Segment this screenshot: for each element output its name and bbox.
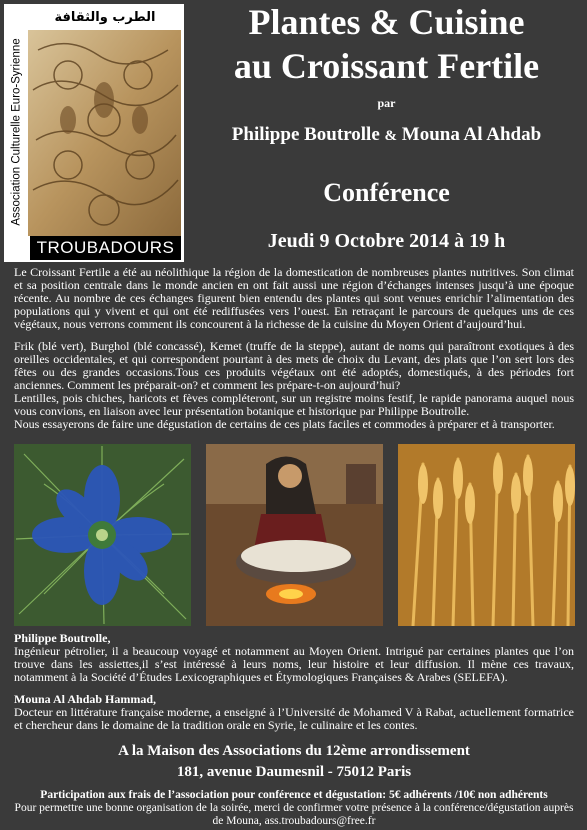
event-date: Jeudi 9 Octobre 2014 à 19 h [267, 230, 506, 252]
wheat-field-photo [398, 444, 575, 626]
author-1: Philippe Boutrolle [231, 124, 380, 145]
bio-alahdab [14, 693, 574, 732]
troubadours-logo [4, 4, 184, 262]
author-2: Mouna Al Ahdab [401, 124, 542, 145]
logo-arabic-text: الطرب والثقافة [54, 10, 156, 25]
intro-paragraphs [14, 340, 574, 431]
intro-paragraph-2: Frik (blé vert), Burghol (blé concassé), Kemet (truffe de la steppe), autant de noms qui paraîtront exotiques à des oreilles occidentales, et qui correspondent pourtant à des mets de choix du Levant, des plats que l’on sert lors des fêtes ou des grandes occasions.Tous ces produits végétaux ont été adoptés, domestiqués, à des périodes fort anciennes. Comment les préparait-on? et comment les prépare-t-on aujourd’hui? [14, 339, 574, 392]
logo-vertical-text-wrap [6, 32, 28, 232]
authors-ampersand: & [384, 128, 398, 144]
intro-paragraph-3: Lentilles, pois chiches, haricots et fèves compléteront, sur un registre moins festif, le rapide panorama auquel nous vous convions, en liaison avec leur présentation botanique et historique par Philippe Boutrolle. [14, 391, 574, 418]
title-line-1: Plantes & Cuisine [248, 2, 525, 42]
ivory-carving-image [28, 30, 181, 236]
intro-paragraph-4: Nous essayerons de faire une dégustation de certains de ces plats faciles et commodes à préparer et à transporter. [14, 417, 555, 431]
bread-baking-photo [206, 444, 383, 626]
par-text: par [377, 96, 396, 110]
venue-line-2: 181, avenue Daumesnil - 75012 Paris [176, 764, 412, 780]
title-line-2: au Croissant Fertile [233, 46, 540, 86]
intro-paragraph-1: Le Croissant Fertile a été au néolithique la région de la domestication de nombreuses plantes nutritives. Son climat et sa position centrale dans le monde ancien en ont fait aussi une région d’échanges intenses jusqu’à une époque récente. Au nombre de ces échanges figurent bien entendu des plantes qui sont venues enrichir l’alimentation des populations qui y vivent et qui ont été rediffusées vers l’ouest. En retraçant le parcours de quelques uns de ces végétaux, nous verrons comment ils concourent à la richesse de la cuisine du Moyen Orient d’aujourd’hui. [14, 265, 574, 331]
conference-heading: Conférence [323, 178, 450, 207]
bio-boutrolle-name: Philippe Boutrolle, [14, 631, 111, 645]
authors-line [190, 124, 583, 146]
bio-boutrolle [14, 632, 574, 684]
bio-alahdab-name: Mouna Al Ahdab Hammad, [14, 692, 157, 706]
bio-alahdab-text: Docteur en littérature française moderne, a enseigné à l’Université de Mohamed V à Rabat, actuellement formatrice et chercheur dans le domaine de la tradition orale en Syrie, le culinaire et les contes. [14, 705, 574, 732]
participation-fees: Participation aux frais de l’association pour conférence et dégustation: 5€ adhérents /10€ non adhérents [40, 789, 548, 801]
bio-boutrolle-text: Ingénieur pétrolier, il a beaucoup voyagé et notamment au Moyen Orient. Intrigué par certaines plantes que l’on trouve dans les assiettes,il s’est intéressé à leurs noms, leur histoire et leur diffusion. Il mène ces travaux, notamment à la Société d’Études Lexicographiques et Étymologiques Françaises & Arabes (SELEFA). [14, 644, 574, 684]
confirmation-note: Pour permettre une bonne organisation de la soirée, merci de confirmer votre présence à la conférence/dégustation auprès de Mouna, ass.troubadours@free.fr [14, 802, 574, 827]
venue-line-1: A la Maison des Associations du 12ème arrondissement [118, 743, 470, 759]
nigella-flower-photo [14, 444, 191, 626]
logo-name: TROUBADOURS [30, 236, 181, 260]
logo-vertical-text: Association Culturelle Euro-Syrienne [11, 38, 24, 226]
